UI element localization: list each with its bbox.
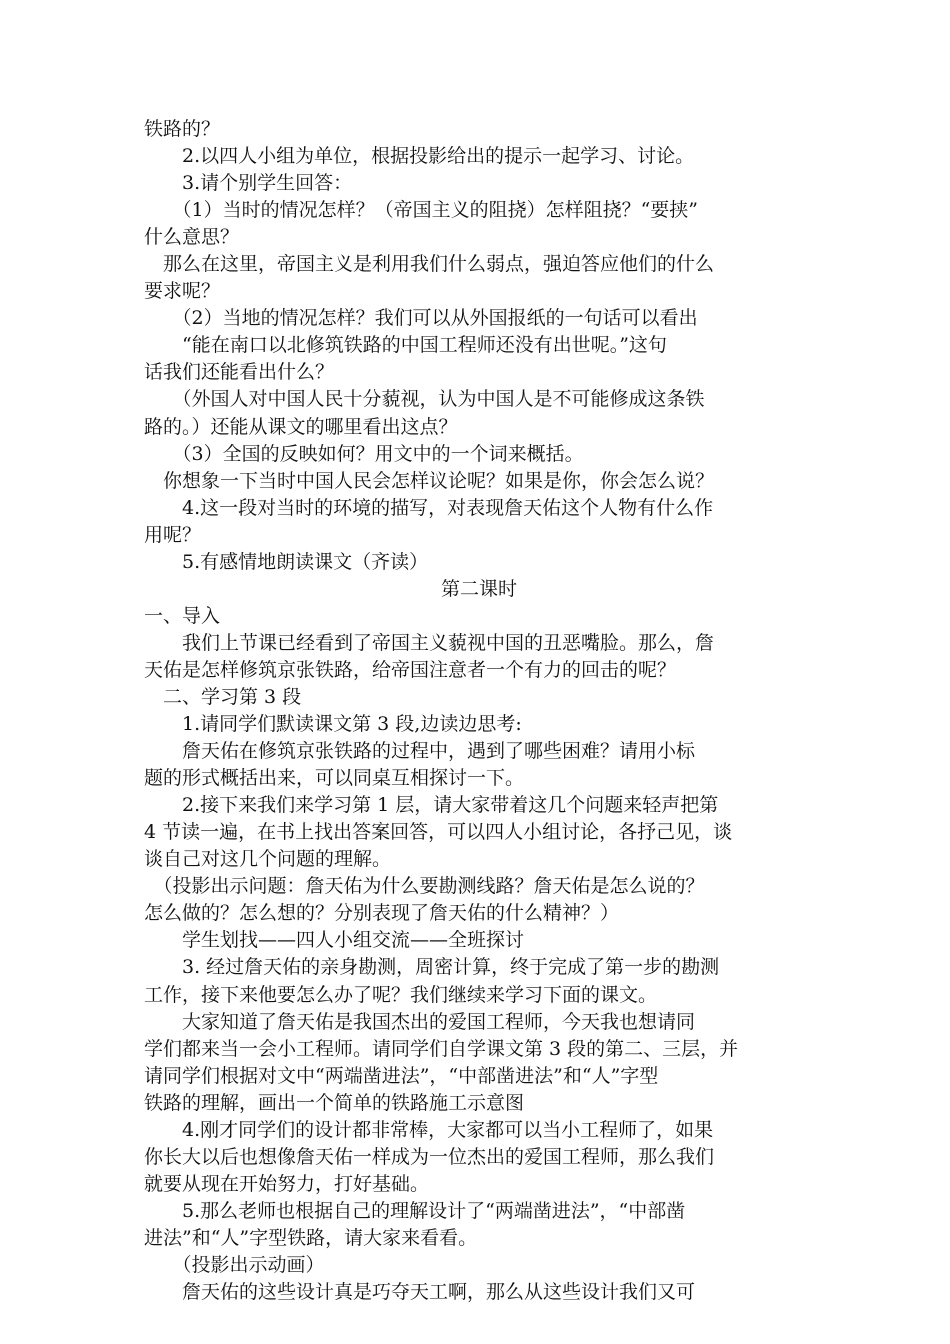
text-line: “能在南口以北修筑铁路的中国工程师还没有出世呢。”这句 — [144, 334, 667, 357]
text-line: 詹天佑在修筑京张铁路的过程中，遇到了哪些困难？请用小标 — [144, 740, 696, 763]
text-line: 一、导入 — [144, 604, 221, 627]
text-line: 我们上节课已经看到了帝国主义藐视中国的丑恶嘴脸。那么，詹 — [144, 631, 715, 654]
text-line: 学生划找——四人小组交流——全班探讨 — [144, 929, 525, 952]
text-line: （投影出示动画） — [144, 1253, 325, 1276]
text-line: 话我们还能看出什么？ — [144, 361, 335, 384]
text-line: 2.以四人小组为单位，根据投影给出的提示一起学习、讨论。 — [144, 145, 695, 168]
text-line: 路的。）还能从课文的哪里看出这点？ — [144, 415, 458, 438]
text-line: 铁路的理解，画出一个简单的铁路施工示意图 — [144, 1091, 525, 1114]
text-line: 1.请同学们默读课文第 3 段,边读边思考: — [144, 713, 522, 736]
text-line: 2.接下来我们来学习第 1 层，请大家带着这几个问题来轻声把第 — [144, 794, 719, 817]
text-line: 要求呢？ — [144, 280, 221, 303]
text-line: 你长大以后也想像詹天佑一样成为一位杰出的爱国工程师，那么我们 — [144, 1145, 715, 1168]
text-line: 铁路的？ — [144, 118, 221, 140]
text-line: （1）当时的情况怎样？（帝国主义的阻挠）怎样阻挠？“要挟” — [144, 199, 699, 222]
text-line: （2）当地的情况怎样？我们可以从外国报纸的一句话可以看出 — [144, 307, 698, 330]
section-heading: 第二课时 — [440, 577, 517, 600]
text-line: 题的形式概括出来，可以同桌互相探讨一下。 — [144, 767, 525, 790]
text-line: 3. 经过詹天佑的亲身勘测，周密计算，终于完成了第一步的勘测 — [144, 956, 720, 979]
text-line: 4.这一段对当时的环境的描写，对表现詹天佑这个人物有什么作 — [144, 496, 714, 519]
text-line: 进法”和“人”字型铁路，请大家来看看。 — [144, 1226, 478, 1249]
text-line: 二、学习第 3 段 — [144, 685, 302, 708]
text-line: 什么意思？ — [144, 226, 240, 249]
text-line: 怎么做的？怎么想的？分别表现了詹天佑的什么精神？） — [144, 902, 620, 925]
text-line: 詹天佑的这些设计真是巧夺天工啊，那么从这些设计我们又可 — [144, 1281, 696, 1304]
text-line: 4 节读一遍，在书上找出答案回答，可以四人小组讨论，各抒己见，谈 — [144, 821, 733, 844]
text-line: 谈自己对这几个问题的理解。 — [144, 848, 392, 871]
text-line: 4.刚才同学们的设计都非常棒，大家都可以当小工程师了，如果 — [144, 1118, 714, 1141]
text-line: 请同学们根据对文中“两端凿进法”，“中部凿进法”和“人”字型 — [144, 1064, 659, 1087]
text-line: （3）全国的反映如何？用文中的一个词来概括。 — [144, 442, 584, 465]
text-line: 3.请个别学生回答： — [144, 172, 353, 195]
text-line: 你想象一下当时中国人民会怎样议论呢？如果是你，你会怎么说？ — [144, 469, 715, 492]
document-body — [144, 116, 814, 1306]
text-line: 用呢？ — [144, 523, 202, 546]
text-line: 那么在这里，帝国主义是利用我们什么弱点，强迫答应他们的什么 — [144, 253, 715, 276]
text-line: 学们都来当一会小工程师。请同学们自学课文第 3 段的第二、三层，并 — [144, 1037, 739, 1060]
text-line: 工作，接下来他要怎么办了呢？我们继续来学习下面的课文。 — [144, 983, 658, 1006]
text-line: 5.有感情地朗读课文（齐读） — [144, 550, 429, 573]
text-line: 天佑是怎样修筑京张铁路，给帝国注意者一个有力的回击的呢？ — [144, 658, 677, 681]
text-line: 5.那么老师也根据自己的理解设计了“两端凿进法”，“中部凿 — [144, 1199, 686, 1222]
text-line: 就要从现在开始努力，打好基础。 — [144, 1172, 430, 1195]
text-line: 大家知道了詹天佑是我国杰出的爱国工程师，今天我也想请同 — [144, 1010, 696, 1033]
text-line: （外国人对中国人民十分藐视，认为中国人是不可能修成这条铁 — [144, 388, 705, 411]
text-line: （投影出示问题：詹天佑为什么要勘测线路？詹天佑是怎么说的？ — [144, 875, 705, 898]
